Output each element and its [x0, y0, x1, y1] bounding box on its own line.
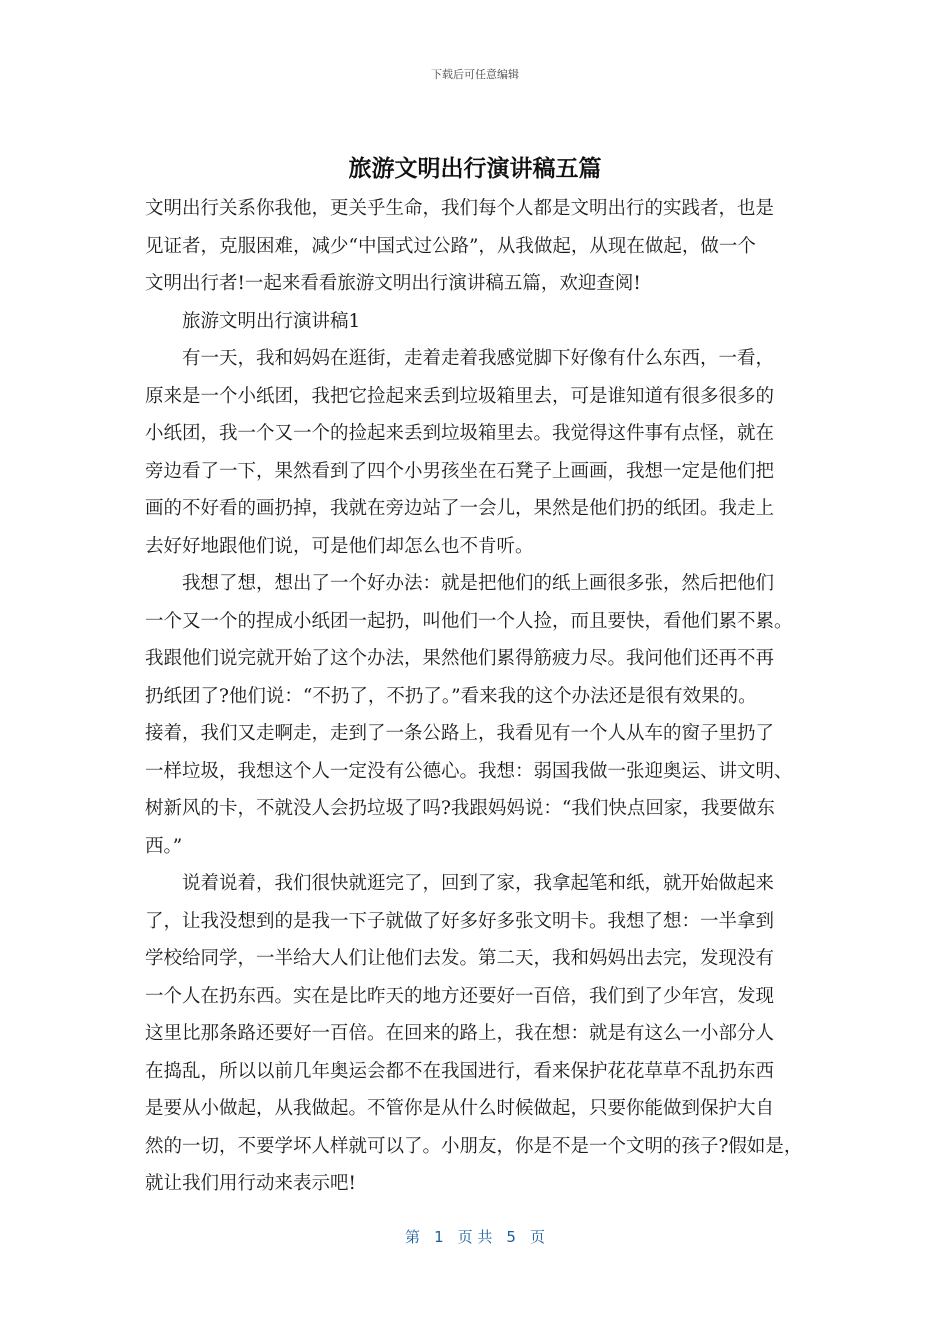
document-body — [145, 190, 825, 1203]
text-line: 就让我们用行动来表示吧! — [145, 1173, 356, 1194]
text-line: 去好好地跟他们说，可是他们却怎么也不肯听。 — [145, 535, 534, 557]
page-footer — [0, 1226, 950, 1247]
text-line: 说着说着，我们很快就逛完了，回到了家，我拿起笔和纸，就开始做起来 — [182, 873, 775, 894]
text-line: 我跟他们说完就开始了这个办法，果然他们累得筋疲力尽。我问他们还再不再 — [145, 648, 775, 669]
header-note: 下载后可任意编辑 — [431, 68, 519, 81]
text-line: 接着，我们又走啊走，走到了一条公路上，我看见有一个人从车的窗子里扔了 — [145, 723, 775, 744]
text-line: 然的一切，不要学坏人样就可以了。小朋友，你是不是一个文明的孩子?假如是， — [145, 1135, 803, 1157]
text-line: 旅游文明出行演讲稿1 — [182, 310, 361, 332]
footer-suffix: 页 — [529, 1228, 545, 1246]
text-line: 原来是一个小纸团，我把它捡起来丢到垃圾箱里去，可是谁知道有很多很多的 — [145, 385, 775, 407]
document-title: 旅游文明出行演讲稿五篇 — [348, 156, 602, 182]
text-line: 一个又一个的捏成小纸团一起扔，叫他们一个人捡，而且要快，看他们累不累。 — [145, 610, 793, 632]
text-line: 旁边看了一下，果然看到了四个小男孩坐在石凳子上画画，我想一定是他们把 — [145, 460, 775, 482]
text-line: 一个人在扔东西。实在是比昨天的地方还要好一百倍，我们到了少年宫，发现 — [145, 985, 775, 1007]
text-line: 树新风的卡，不就没人会扔垃圾了吗?我跟妈妈说：“我们快点回家，我要做东 — [145, 798, 775, 819]
text-line: 这里比那条路还要好一百倍。在回来的路上，我在想：就是有这么一小部分人 — [145, 1023, 775, 1044]
footer-prefix: 第 — [405, 1228, 421, 1246]
text-line: 文明出行者!一起来看看旅游文明出行演讲稿五篇，欢迎查阅! — [145, 273, 641, 294]
text-line: 扔纸团了?他们说：“不扔了，不扔了。”看来我的这个办法还是很有效果的。 — [145, 685, 757, 707]
footer-current-page: 1 — [434, 1228, 444, 1246]
text-line: 小纸团，我一个又一个的捡起来丢到垃圾箱里去。我觉得这件事有点怪，就在 — [145, 423, 775, 444]
text-line: 画的不好看的画扔掉，我就在旁边站了一会儿，果然是他们扔的纸团。我走上 — [145, 498, 775, 519]
text-line: 学校给同学，一半给大人们让他们去发。第二天，我和妈妈出去完，发现没有 — [145, 948, 775, 969]
text-line: 一样垃圾，我想这个人一定没有公德心。我想：弱国我做一张迎奥运、讲文明、 — [145, 760, 793, 782]
footer-middle: 页 共 — [457, 1228, 493, 1246]
text-line: 有一天，我和妈妈在逛街，走着走着我感觉脚下好像有什么东西，一看， — [182, 348, 775, 369]
text-line: 是要从小做起，从我做起。不管你是从什么时候做起，只要你能做到保护大自 — [145, 1098, 775, 1119]
footer-total-pages: 5 — [506, 1228, 516, 1246]
text-line: 在捣乱，所以以前几年奥运会都不在我国进行，看来保护花花草草不乱扔东西 — [145, 1060, 775, 1082]
text-line: 见证者，克服困难，减少“中国式过公路”，从我做起，从现在做起，做一个 — [145, 235, 756, 257]
text-line: 了，让我没想到的是我一下子就做了好多好多张文明卡。我想了想：一半拿到 — [145, 910, 775, 932]
text-line: 西。” — [145, 835, 183, 857]
text-line: 我想了想，想出了一个好办法：就是把他们的纸上画很多张，然后把他们 — [182, 573, 775, 594]
text-line: 文明出行关系你我他，更关乎生命，我们每个人都是文明出行的实践者，也是 — [145, 198, 775, 219]
